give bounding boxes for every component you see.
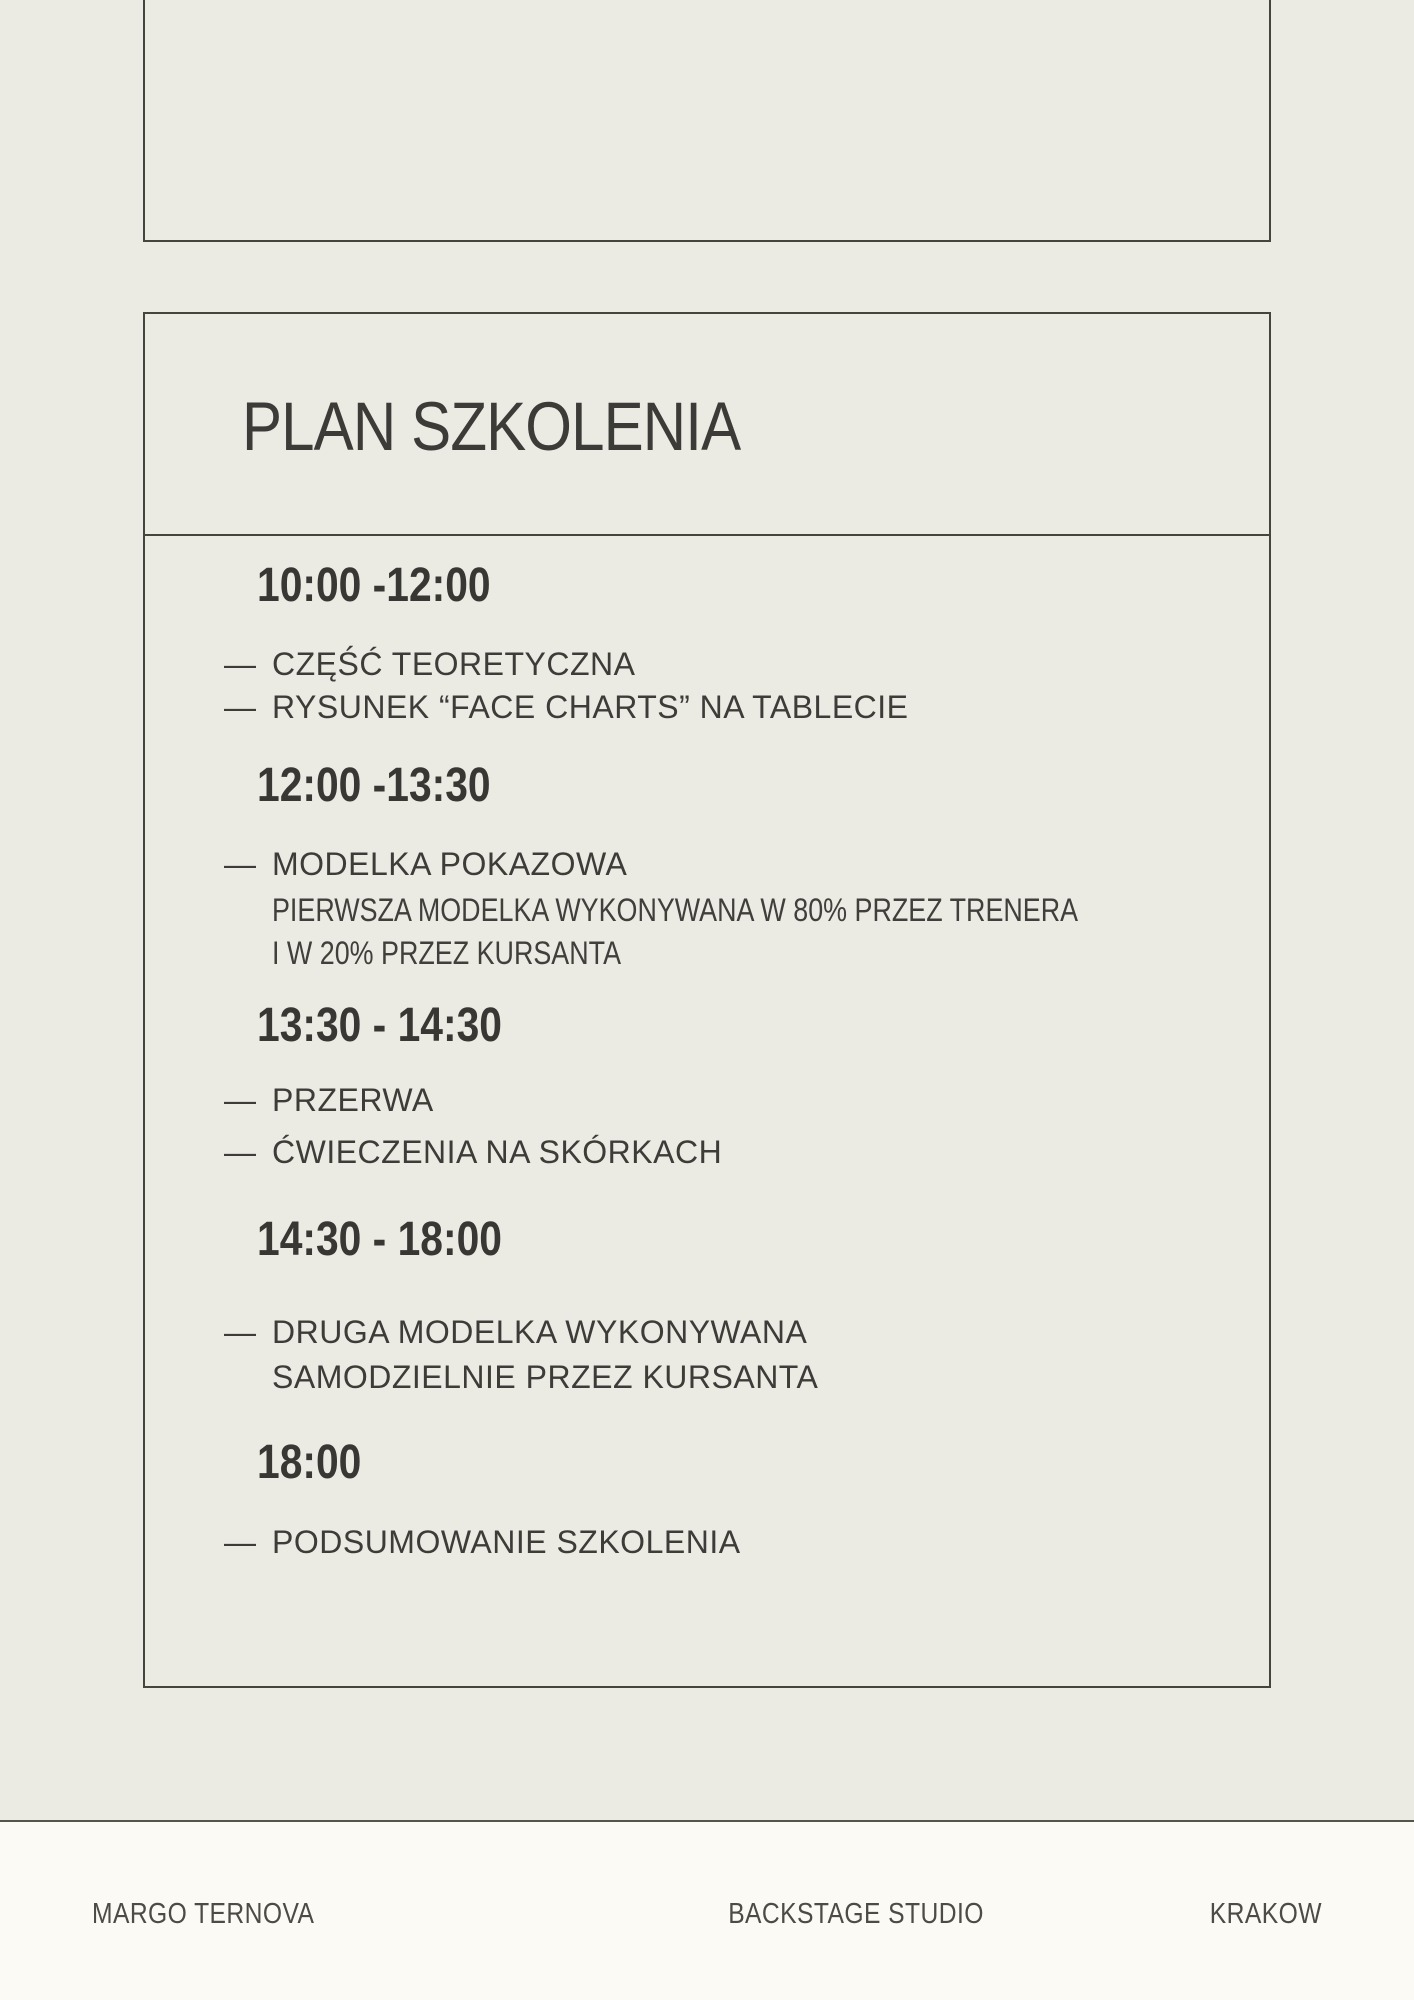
item-text: RYSUNEK “FACE CHARTS” NA TABLECIE <box>272 689 909 725</box>
item-note: PIERWSZA MODELKA WYKONYWANA W 80% PRZEZ TRENERA <box>272 892 1079 928</box>
dash-bullet: — <box>224 646 257 682</box>
section-time-1: 10:00 -12:00 <box>257 559 491 612</box>
schedule-item <box>224 1136 722 1168</box>
dash-bullet: — <box>224 1082 257 1118</box>
footer-author: MARGO TERNOVA <box>92 1898 315 1930</box>
schedule-item <box>224 1084 434 1116</box>
dash-bullet: — <box>224 689 257 725</box>
section-time-2: 12:00 -13:30 <box>257 759 491 812</box>
item-note: I W 20% PRZEZ KURSANTA <box>272 935 621 971</box>
footer-city: KRAKOW <box>1209 1898 1322 1930</box>
dash-bullet: — <box>224 1524 257 1560</box>
dash-bullet: — <box>224 1314 257 1350</box>
footer-studio: BACKSTAGE STUDIO <box>728 1898 984 1930</box>
section-time-5: 18:00 <box>257 1436 362 1489</box>
page-title: PLAN SZKOLENIA <box>242 388 741 465</box>
schedule-item <box>224 848 627 880</box>
section-time-3: 13:30 - 14:30 <box>257 999 502 1052</box>
item-text: MODELKA POKAZOWA <box>272 846 628 882</box>
schedule-item <box>224 1526 741 1558</box>
item-text: DRUGA MODELKA WYKONYWANA <box>272 1314 808 1350</box>
schedule-card <box>143 312 1271 1688</box>
item-text: CZĘŚĆ TEORETYCZNA <box>272 646 636 682</box>
schedule-item <box>224 648 636 680</box>
footer-band <box>0 1820 1414 2000</box>
item-text: PRZERWA <box>272 1082 434 1118</box>
schedule-item <box>224 1316 807 1348</box>
schedule-item <box>224 691 909 723</box>
item-text: ĆWIECZENIA NA SKÓRKACH <box>272 1134 723 1170</box>
title-divider <box>145 534 1269 536</box>
item-text-continuation: SAMODZIELNIE PRZEZ KURSANTA <box>272 1359 819 1395</box>
item-text: PODSUMOWANIE SZKOLENIA <box>272 1524 741 1560</box>
dash-bullet: — <box>224 846 257 882</box>
dash-bullet: — <box>224 1134 257 1170</box>
header-box <box>143 0 1271 242</box>
section-time-4: 14:30 - 18:00 <box>257 1213 502 1266</box>
